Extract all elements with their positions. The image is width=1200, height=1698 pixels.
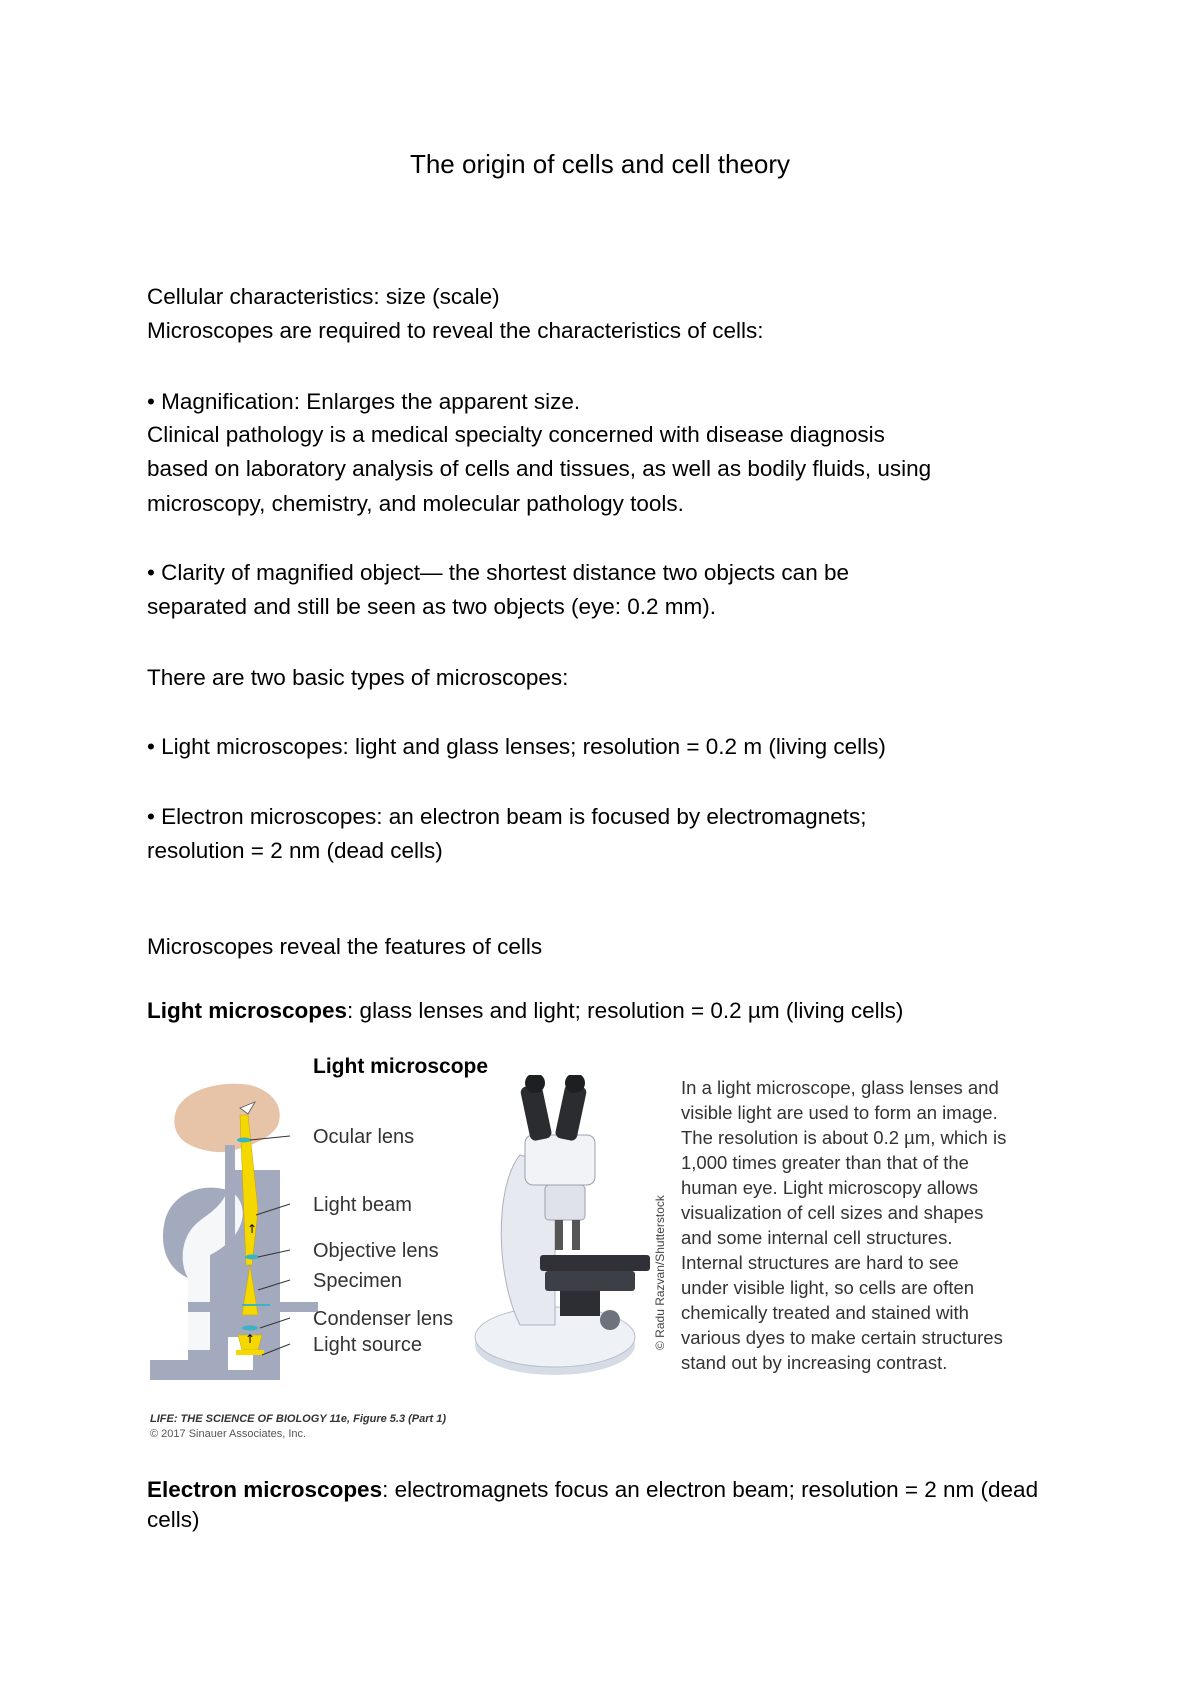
light-microscopes-heading (147, 994, 903, 1028)
caption-line: visualization of cell sizes and shapes (681, 1202, 984, 1223)
photo-credit: © Radu Razvan/Shutterstock (653, 1195, 667, 1350)
caption-line: Internal structures are hard to see (681, 1252, 959, 1273)
svg-text:↑: ↑ (247, 1222, 258, 1236)
text-line: • Light microscopes: light and glass lenses; resolution = 0.2 m (living cells) (147, 734, 886, 759)
figure-source: LIFE: THE SCIENCE OF BIOLOGY 11e, Figure 5.3 (Part 1) (150, 1413, 447, 1425)
label-objective-lens: Objective lens (313, 1240, 439, 1262)
text-line: Microscopes are required to reveal the characteristics of cells: (147, 318, 764, 343)
label-ocular-lens: Ocular lens (313, 1126, 415, 1148)
caption-line: chemically treated and stained with (681, 1302, 969, 1323)
text-line: • Electron microscopes: an electron beam is focused by electromagnets; (147, 804, 867, 829)
caption-line: The resolution is about 0.2 µm, which is (681, 1127, 1007, 1148)
figure-caption (681, 1075, 1081, 1375)
caption-line: various dyes to make certain structures (681, 1327, 1003, 1348)
text-line: resolution = 2 nm (dead cells) (147, 838, 443, 863)
text-line: • Magnification: Enlarges the apparent size. (147, 389, 581, 414)
caption-line: visible light are used to form an image. (681, 1102, 998, 1123)
text-line: Cellular characteristics: size (scale) (147, 284, 500, 309)
label-light-beam: Light beam (313, 1194, 412, 1216)
electron-heading-rest: : electromagnets focus an electron beam; resolution = 2 nm (dead (382, 1477, 1039, 1502)
figure-title: Light microscope (313, 1055, 489, 1078)
svg-text:↑: ↑ (245, 1332, 256, 1346)
caption-line: In a light microscope, glass lenses and (681, 1077, 999, 1098)
text-line: • Clarity of magnified object— the shortest distance two objects can be (147, 560, 849, 585)
section-heading: Microscopes reveal the features of cells (147, 934, 543, 959)
document-title: The origin of cells and cell theory (409, 149, 791, 179)
caption-line: human eye. Light microscopy allows (681, 1177, 979, 1198)
figure-copyright: © 2017 Sinauer Associates, Inc. (150, 1428, 307, 1440)
objective-lens-mark (245, 1255, 259, 1260)
electron-heading-bold: Electron microscopes (147, 1477, 383, 1502)
electron-heading-continuation: cells) (147, 1507, 200, 1532)
label-light-source: Light source (313, 1334, 422, 1356)
electron-microscopes-heading (147, 1473, 1038, 1507)
text-line: based on laboratory analysis of cells and tissues, as well as bodily fluids, using (147, 456, 932, 481)
face-shape (174, 1084, 279, 1152)
label-specimen: Specimen (313, 1270, 402, 1292)
caption-line: under visible light, so cells are often (681, 1277, 975, 1298)
caption-line: stand out by increasing contrast. (681, 1352, 948, 1373)
light-heading-rest: : glass lenses and light; resolution = 0.2 µm (living cells) (347, 998, 904, 1023)
text-line: microscopy, chemistry, and molecular pathology tools. (147, 491, 684, 516)
light-heading-bold: Light microscopes (147, 998, 348, 1023)
caption-line: and some internal cell structures. (681, 1227, 953, 1248)
microscope-photo (460, 1075, 650, 1385)
caption-line: 1,000 times greater than that of the (681, 1152, 969, 1173)
text-line: Clinical pathology is a medical specialty concerned with disease diagnosis (147, 422, 885, 447)
ocular-lens-mark (237, 1138, 251, 1143)
text-line: separated and still be seen as two objects (eye: 0.2 mm). (147, 594, 717, 619)
tube-shape (225, 1145, 235, 1305)
text-line: There are two basic types of microscopes: (147, 665, 569, 690)
condenser-lens-mark (242, 1326, 258, 1331)
label-condenser-lens: Condenser lens (313, 1308, 454, 1330)
light-microscope-figure (140, 1050, 1080, 1450)
